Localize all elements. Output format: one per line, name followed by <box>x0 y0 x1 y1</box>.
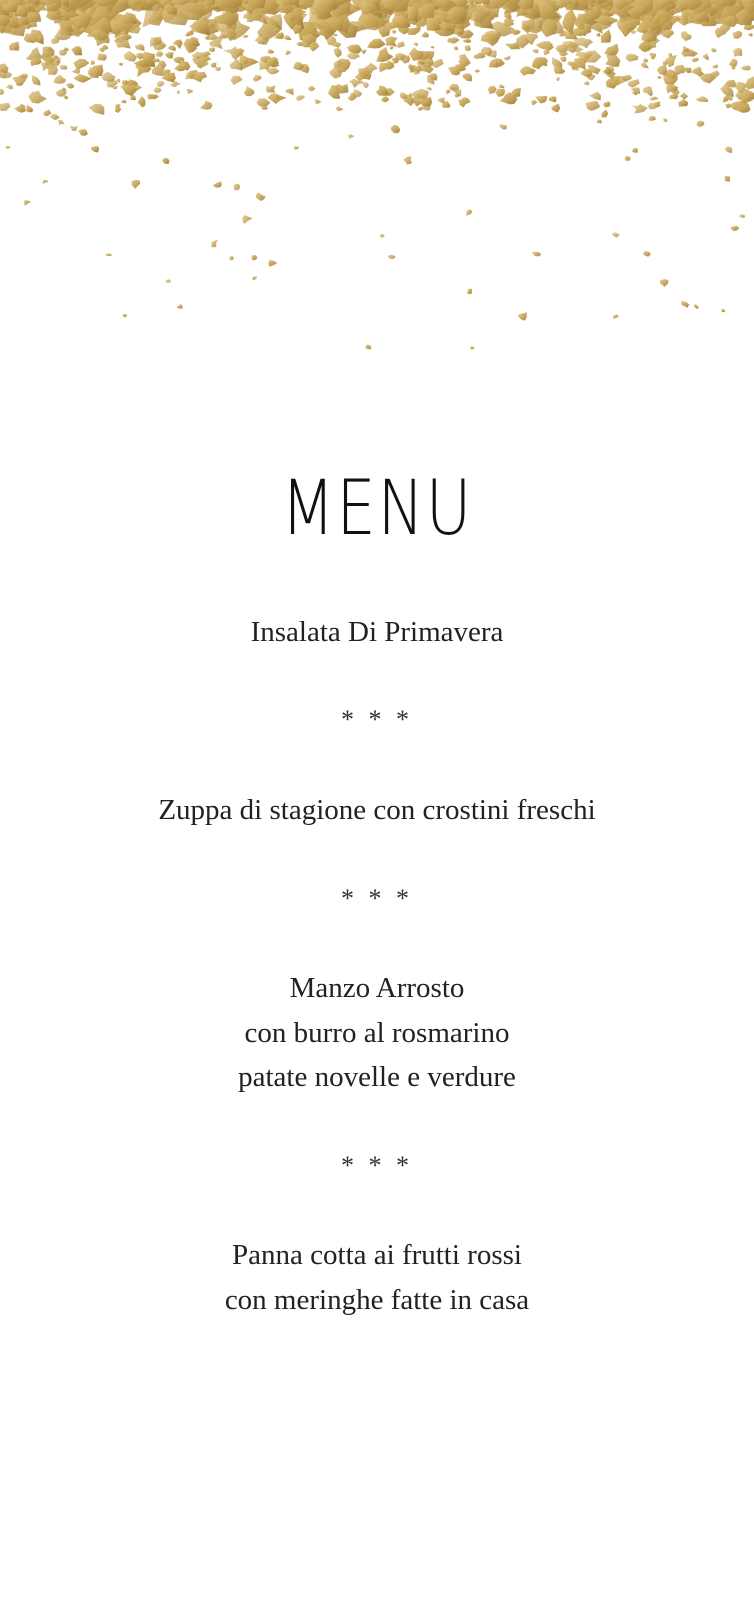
menu-title: MENU <box>281 463 473 552</box>
course-4-line-2: con meringhe fatte in casa <box>224 1284 530 1316</box>
course-3-line-1: Manzo Arrosto <box>289 972 465 1004</box>
course-3-line-3: patate novelle e verdure <box>238 1061 516 1093</box>
course-separator-3: * * * <box>341 1151 413 1180</box>
course-2-line-1: Zuppa di stagione con crostini freschi <box>158 794 596 826</box>
course-3-line-2: con burro al rosmarino <box>244 1017 510 1049</box>
course-4-line-1: Panna cotta ai frutti rossi <box>232 1239 522 1271</box>
course-separator-1: * * * <box>341 705 413 734</box>
course-separator-2: * * * <box>341 884 413 913</box>
course-1-line-1: Insalata Di Primavera <box>250 616 504 648</box>
